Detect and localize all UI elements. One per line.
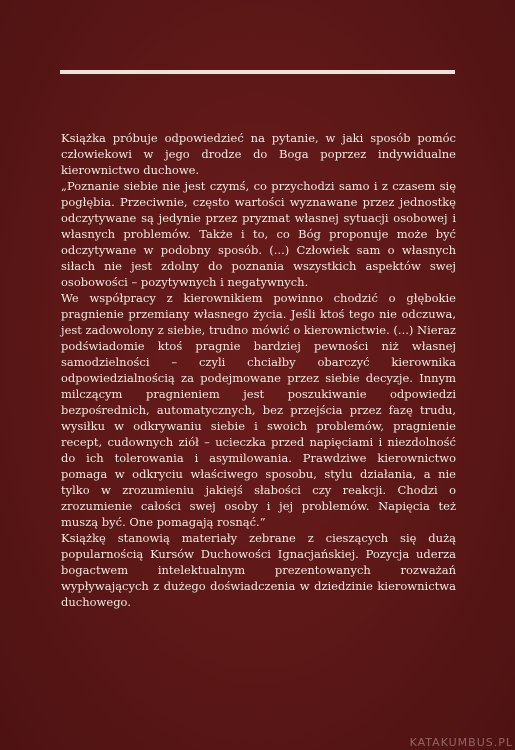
blurb-text — [61, 130, 456, 610]
blurb-paragraph-intro: Książka próbuje odpowiedzieć na pytanie, w jaki sposób pomóc człowiekowi w jego drodze do Boga poprzez indywidualne kierownictwo duchowe. — [61, 131, 456, 177]
blurb-paragraph-closing: Książkę stanowią materiały zebrane z cieszących się dużą popularnością Kursów Duchowości Ignacjańskiej. Pozycja uderza bogactwem intelektualnym prezentowanych rozważań wypływających z dużego doświadczenia w dziedzinie kierownictwa duchowego. — [61, 531, 456, 609]
blurb-paragraph-quote-1: „Poznanie siebie nie jest czymś, co przychodzi samo i z czasem się pogłębia. Przeciwnie, często wartości wyznawane przez jednostkę odczytywane są jedynie przez pryzmat własnej sytuacji osobowej i własnych problemów. Także i to, co Bóg proponuje może być odczytywane w podobny sposób. (...) Człowiek sam o własnych siłach nie jest zdolny do poznania wszystkich aspektów swej osobowości – pozytywnych i negatywnych. — [61, 179, 456, 289]
decorative-rule — [60, 70, 455, 74]
blurb-paragraph-quote-2: We współpracy z kierownikiem powinno chodzić o głębokie pragnienie przemiany własnego życia. Jeśli ktoś tego nie odczuwa, jest zadowolony z siebie, trudno mówić o kierownictwie. (...) Nieraz podświadomie ktoś pragnie bardziej pewności niż własnej samodzielności – czyli chciałby obarczyć kierownika odpowiedzialnością za podejmowane przez siebie decyzje. Innym milczącym pragnieniem jest poszukiwanie odpowiedzi bezpośrednich, automatycznych, bez przejścia przez fazę trudu, wysiłku w odkrywaniu siebie i swoich problemów, pragnienie recept, cudownych ziół – ucieczka przed napięciami i niezdolność do ich tolerowania i asymilowania. Prawdziwe kierownictwo pomaga w odkryciu właściwego sposobu, stylu działania, a nie tylko w zrozumieniu jakiejś słabości czy reakcji. Chodzi o zrozumienie całości swej osoby i jej problemów. Napięcia też muszą być. One pomagają rosnąć.” — [61, 291, 456, 529]
watermark: KATAKUMBUS.PL — [409, 736, 513, 749]
